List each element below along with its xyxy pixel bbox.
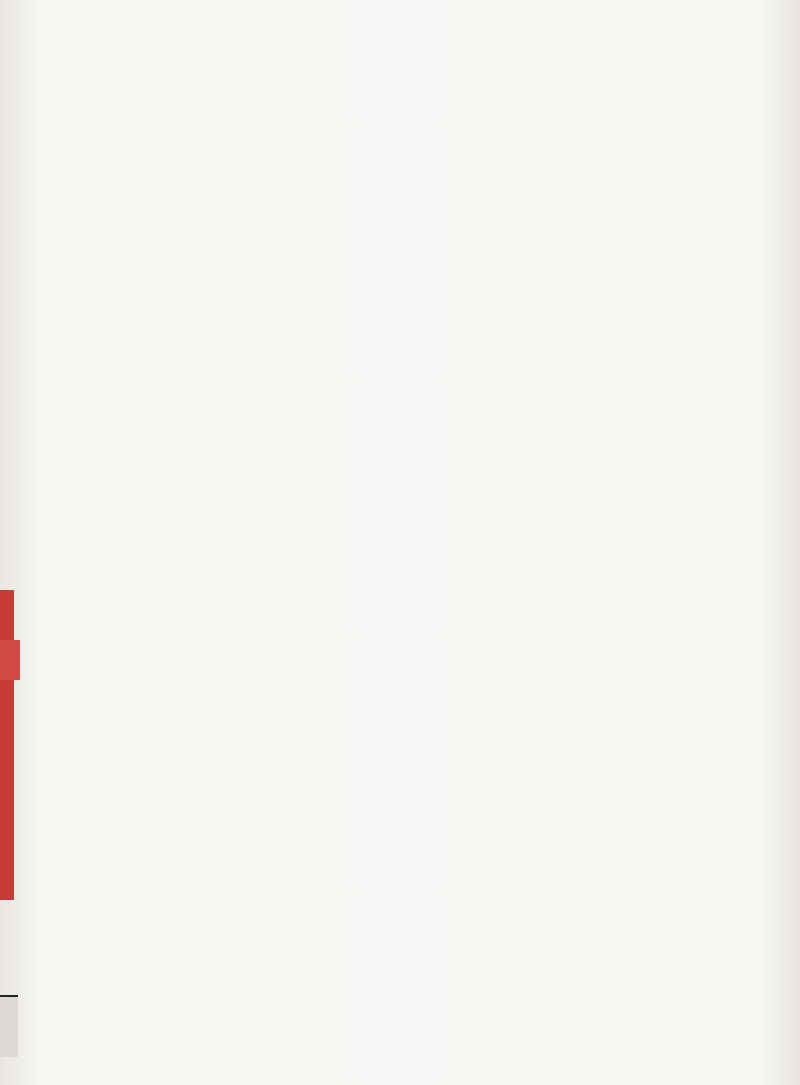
binding-red-tab [0, 640, 20, 680]
binding-bottom-edge [0, 995, 18, 1057]
document-body [85, 28, 745, 102]
binding-strip [0, 0, 20, 1085]
binding-red-edge [0, 590, 14, 900]
